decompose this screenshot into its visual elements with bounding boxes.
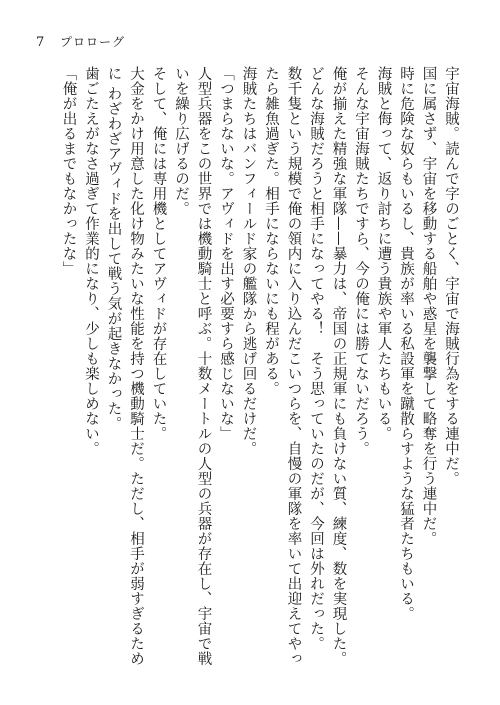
paragraph: 俺が揃えた精強な軍隊——暴力は、帝国の正規軍にも負けない質、練度、数を実現した。 (330, 66, 347, 666)
paragraph: そんな宇宙海賊たちですら、今の俺には勝てないだろう。 (353, 66, 369, 456)
paragraph: 大金をかけ用意した化け物みたいな性能を持つ機動騎士だ。ただし、相手が弱すぎるために わざわざアヴィドを出して戦う気が起きなかった。 (105, 66, 144, 666)
paragraph: 海賊と侮って、返り討ちに遭う貴族や軍人たちもいる。 (375, 66, 392, 441)
paragraph: 数千隻という規模で俺の領内に入り込んだこいつらを、自慢の軍隊を率いて出迎えてやったら雑魚過ぎた。相手にならないにも程がある。 (263, 66, 302, 666)
paragraph: 時に危険な奴らもいるし、貴族が率いる私設軍を蹴散らすような猛者たちもいる。 (398, 66, 414, 621)
paragraph: 海賊たちはバンフィールド家の艦隊から逃げ回るだけだ。 (240, 66, 257, 456)
paragraph: どんな海賊だろうと相手になってやる！ そう思っていたのだが、今回は外れだった。 (308, 66, 324, 651)
paragraph: そして、俺には専用機としてアヴィドが存在していた。 (150, 66, 167, 441)
body-text (32, 66, 462, 676)
page-number: 7 (36, 35, 45, 50)
chapter-title: プロローグ (60, 35, 126, 49)
paragraph: 「つまらないな。アヴィドを出す必要すら感じないな」 (218, 66, 234, 441)
paragraph: 宇宙海賊。読んで字のごとく、宇宙で海賊行為をする連中だ。 (443, 66, 459, 486)
paragraph: 人型兵器をこの世界では機動騎士と呼ぶ。十数メートルの人型の兵器が存在し、宇宙で戦いを繰り広げるのだ。 (173, 66, 212, 666)
paragraph: 国に属さず、宇宙を移動する船舶や惑星を襲撃して略奪を行う連中だ。 (420, 66, 437, 546)
paragraph: 歯ごたえがなさ過ぎて作業的になり、少しも楽しめない。 (83, 66, 99, 456)
paragraph: 「俺が出るまでもなかったな」 (60, 66, 77, 276)
